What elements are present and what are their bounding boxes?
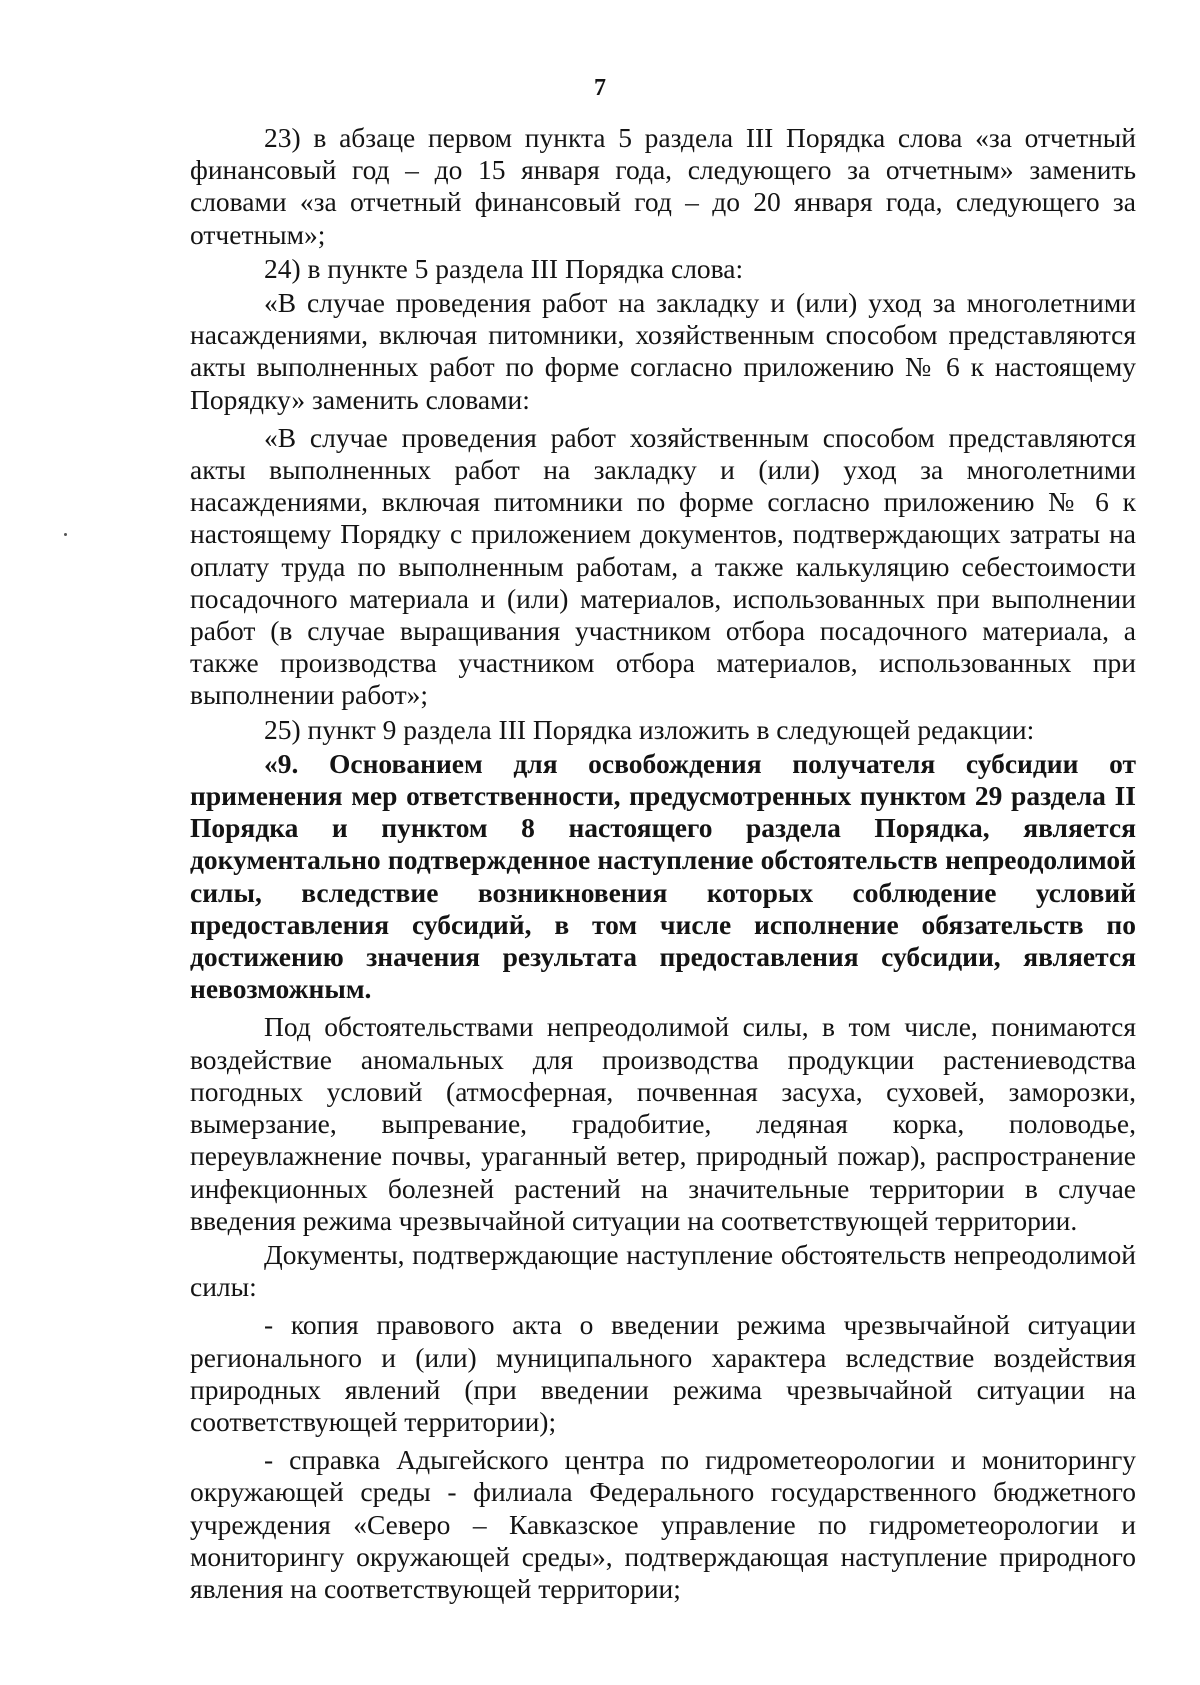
paragraph-force-majeure-definition: Под обстоятельствами непреодолимой силы, в том числе, понимаются воздействие аномальных для производства продукции растениеводства погодных условий (атмосферная, почвенная засуха, суховей, заморозки, вымерзание, выпревание, градобитие, ледяная корка, половодье, переувлажнение почвы, ураганный ветер, природный пожар), распространение инфекционных болезней растений на значительные территории в случае введения режима чрезвычайной ситуации на соответствующей территории.: [190, 1011, 1136, 1236]
paragraph-documents-intro: Документы, подтверждающие наступление обстоятельств непреодолимой силы:: [190, 1238, 1136, 1303]
paragraph-item-25: 25) пункт 9 раздела III Порядка изложить в следующей редакции:: [264, 713, 1035, 745]
list-item-weather-certificate: - справка Адыгейского центра по гидрометеорологии и мониторингу окружающей среды - филиала Федерального государственного бюджетного учреждения «Северо – Кавказское управление по гидрометеорологии и мониторингу окружающей среды», подтверждающая наступление природного явления на соответствующей территории;: [190, 1444, 1136, 1604]
scan-speck: [64, 533, 67, 536]
paragraph-item-23: 23) в абзаце первом пункта 5 раздела III Порядка слова «за отчетный финансовый год – до 15 января года, следующего за отчетным» заменить словами «за отчетный финансовый год – до 20 января года, следующего за отчетным»;: [190, 122, 1136, 250]
paragraph-old-wording: «В случае проведения работ на закладку и (или) уход за многолетними насаждениями, включая питомники, хозяйственным способом представляются акты выполненных работ по форме согласно приложению № 6 к настоящему Порядку» заменить словами:: [190, 287, 1136, 415]
document-body: [190, 122, 1136, 1605]
page-number: 7: [594, 75, 606, 101]
paragraph-item-24: 24) в пункте 5 раздела III Порядка слова:: [264, 252, 744, 284]
list-item-emergency-act: - копия правового акта о введении режима чрезвычайной ситуации регионального и (или) муниципального характера вследствие воздействия природных явлений (при введении режима чрезвычайной ситуации на соответствующей территории);: [190, 1309, 1136, 1437]
paragraph-new-wording: «В случае проведения работ хозяйственным способом представляются акты выполненных работ на закладку и (или) уход за многолетними насаждениями, включая питомники по форме согласно приложению № 6 к настоящему Порядку с приложением документов, подтверждающих затраты на оплату труда по выполненным работам, а также калькуляцию себестоимости посадочного материала и (или) материалов, использованных при выполнении работ (в случае выращивания участником отбора посадочного материала, а также производства участником отбора материалов, использованных при выполнении работ»;: [190, 421, 1136, 711]
paragraph-clause-9: «9. Основанием для освобождения получателя субсидии от применения мер ответственности, предусмотренных пунктом 29 раздела II Порядка и пунктом 8 настоящего раздела Порядка, является документально подтвержденное наступление обстоятельств непреодолимой силы, вследствие возникновения которых соблюдение условий предоставления субсидий, в том числе исполнение обязательств по достижению значения результата предоставления субсидии, является невозможным.: [190, 747, 1136, 1005]
